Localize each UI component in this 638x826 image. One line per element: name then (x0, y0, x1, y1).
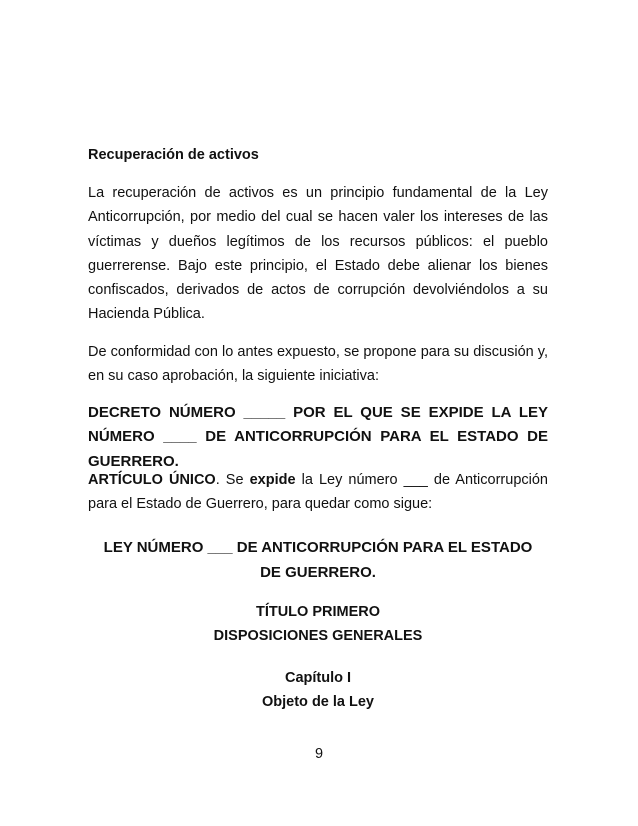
article-verb: expide (249, 472, 296, 488)
titulo-primero: TÍTULO PRIMERO (255, 604, 381, 620)
article-label: ARTÍCULO ÚNICO (88, 472, 216, 488)
section-heading: Recuperación de activos (88, 147, 259, 163)
titulo-name: DISPOSICIONES GENERALES (213, 628, 423, 644)
decree-title: DECRETO NÚMERO _____ POR EL QUE SE EXPIDE LA LEY NÚMERO ____ DE ANTICORRUPCIÓN PARA EL ESTADO DE GUERRERO. (88, 404, 548, 470)
article-text-b: la Ley número ___ de Anticorrupción para el Estado de Guerrero, para quedar como sigue: (88, 472, 548, 513)
paragraph-asset-recovery: La recuperación de activos es un principio fundamental de la Ley Anticorrupción, por medio del cual se hacen valer los intereses de las víctimas y dueños legítimos de los recursos públicos: el pueblo guerrerense. Bajo este principio, el Estado debe alienar los bienes confiscados, derivados de actos de corrupción devolviéndolos a su Hacienda Pública. (88, 185, 548, 323)
capitulo-name: Objeto de la Ley (262, 694, 374, 710)
law-title: LEY NÚMERO ___ DE ANTICORRUPCIÓN PARA EL ESTADO DE GUERRERO. (103, 539, 533, 581)
paragraph-proposal: De conformidad con lo antes expuesto, se propone para su discusión y, en su caso aprobación, la siguiente iniciativa: (88, 344, 548, 385)
article-text-a: . Se (215, 472, 250, 488)
page-number: 9 (314, 746, 324, 762)
capitulo-number: Capítulo I (284, 670, 352, 686)
article-unico (88, 468, 548, 517)
